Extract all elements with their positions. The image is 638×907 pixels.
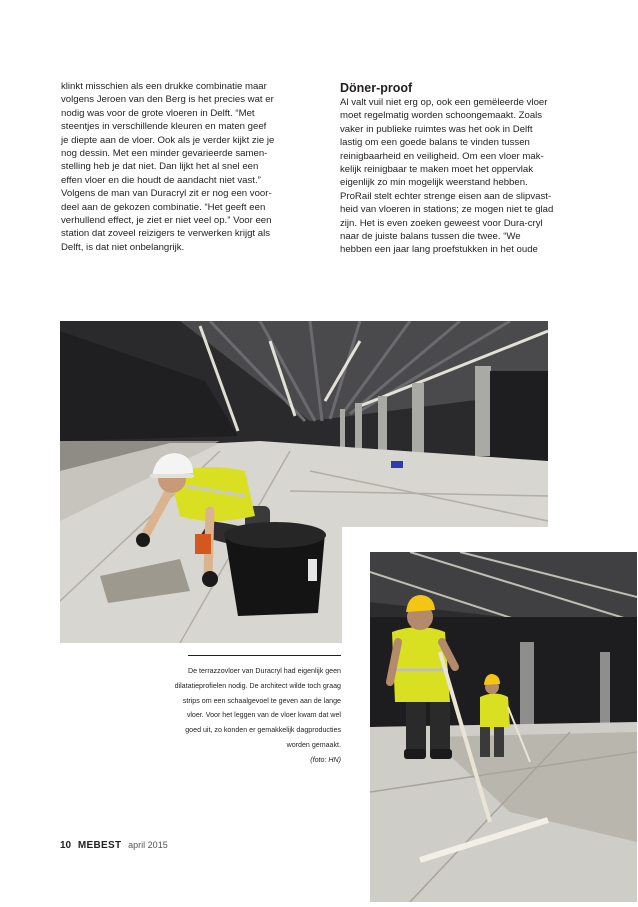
magazine-name: MEBEST [77,840,122,851]
caption-credit: (foto: HN) [310,755,341,764]
page-footer [60,839,168,852]
caption-text: De terrazzovloer van Duracryl had eigenlijk geen dilatatieprofielen nodig. De architect wilde toch graag strips om een schaalgevoel te geven aan de lange vloer. Voor het leggen van de vloer kwam dat wel goed uit, zo konden er gemakkelijk dagproducties worden gemaakt. [174,667,341,749]
article-right-column [340,80,555,257]
article-left-column [61,80,276,254]
caption-rule [188,655,341,656]
photo-workers-squeegee [370,552,637,902]
page-number: 10 [60,840,72,851]
article-left-text: klinkt misschien als een drukke combinatie maar volgens Jeroen van den Berg is het precies wat er nodig was voor de grote vloeren in Delft. “Met steentjes in verschillende kleuren en maten geef je diepte aan de vloer. Ook als je verder kijkt zie je nog dessin. Met een minder gevarieerde samen-stelling heb je dat niet. Dan lijkt het al snel een effen vloer en die houdt de aandacht niet vast.” Volgens de man van Duracryl zit er nog een voor-deel aan de gekozen combinatie. “Het geeft een verhullend effect, je ziet er niet veel op.” Voor een station dat zoveel reizigers te verwerken krijgt als Delft, is dat niet onbelangrijk. [61,81,275,253]
issue-date: april 2015 [128,840,168,850]
article-right-text: Al valt vuil niet erg op, ook een gemëleerde vloer moet regelmatig worden schoongemaakt. Zoals vaker in publieke ruimtes was het ook in Delft lastig om een goede balans te vinden tussen reinigbaarheid en veiligheid. Om een vloer mak-kelijk reinigbaar te maken moet het oppervlak eigenlijk zo min mogelijk weerstand hebben. ProRail stelt echter strenge eisen aan de slipvast-heid van vloeren in stations; ze mogen niet te glad zijn. Het is even zoeken geweest voor Dura-cryl naar de juiste balans tussen die twee. “We hebben een jaar lang proefstukken in het oude [340,97,554,256]
section-heading: Döner-proof [340,81,413,95]
photo-caption [170,664,341,768]
photo-workers-squeegee-image [370,552,637,902]
